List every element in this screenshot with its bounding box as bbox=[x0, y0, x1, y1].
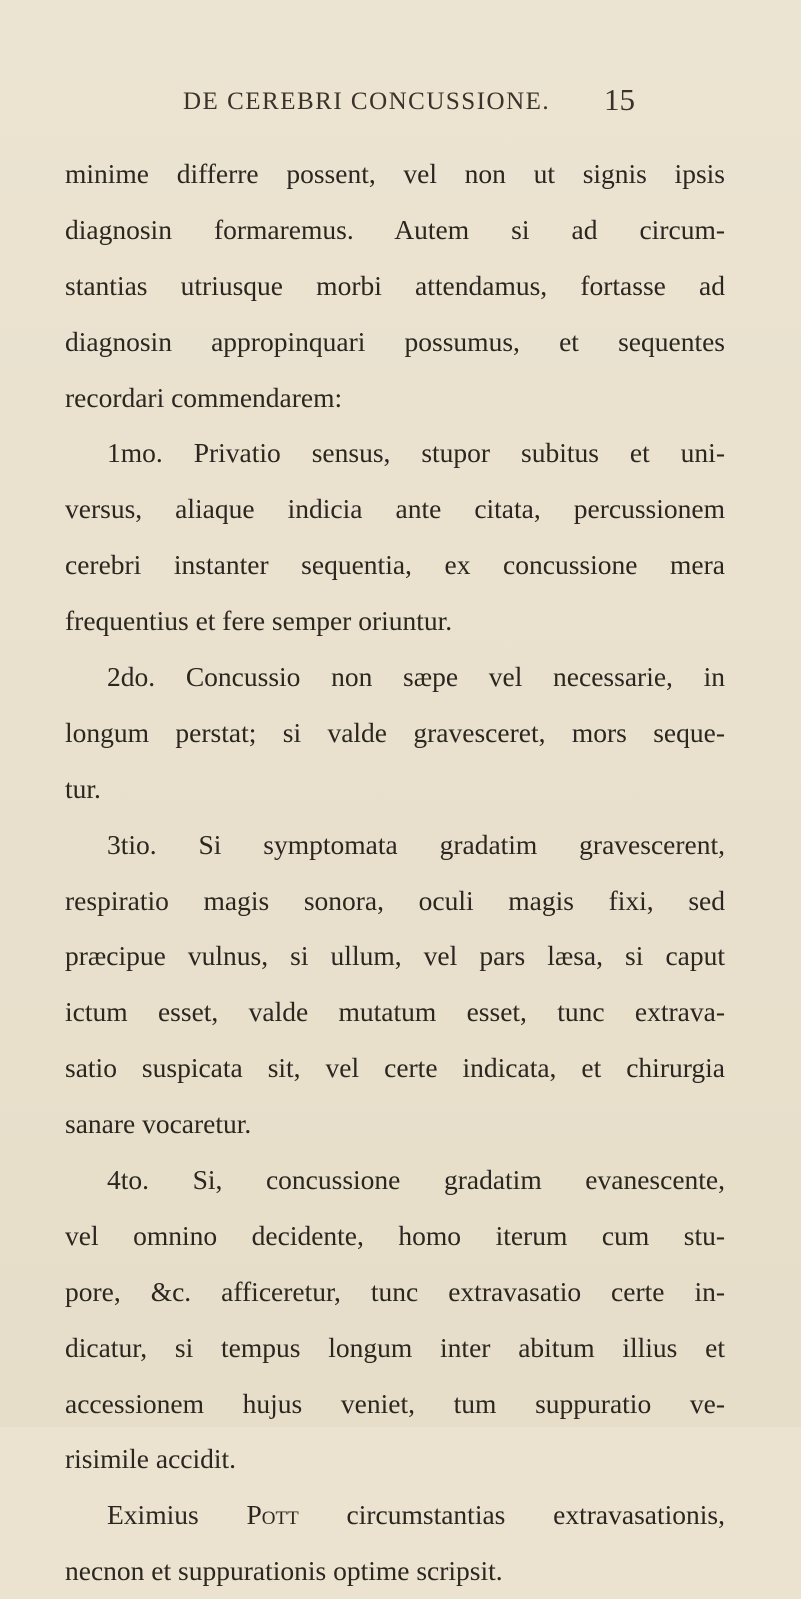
text-line: tur. bbox=[65, 772, 101, 804]
text-line: necnon et suppurationis optime scripsit. bbox=[65, 1555, 503, 1587]
text-line: ictum esset, valde mutatum esset, tunc extrava- bbox=[65, 996, 725, 1028]
text-line: 1mo. Privatio sensus, stupor subitus et uni- bbox=[107, 437, 725, 469]
text-line: diagnosin formaremus. Autem si ad circum- bbox=[65, 213, 725, 245]
text-line: stantias utriusque morbi attendamus, fortasse ad bbox=[65, 269, 725, 301]
text-line: sanare vocaretur. bbox=[65, 1108, 252, 1140]
text-span: circumstantias extravasationis, bbox=[298, 1499, 725, 1531]
text-line: satio suspicata sit, vel certe indicata, et chirurgia bbox=[65, 1052, 725, 1084]
text-line: 4to. Si, concussione gradatim evanescente, bbox=[107, 1164, 725, 1196]
running-head bbox=[0, 82, 801, 128]
text-line: versus, aliaque indicia ante citata, percussionem bbox=[65, 493, 725, 525]
text-line: risimile accidit. bbox=[65, 1443, 237, 1475]
text-line bbox=[65, 1487, 725, 1543]
text-line: recordari commendarem: bbox=[65, 381, 343, 413]
text-line: 3tio. Si symptomata gradatim gravescerent, bbox=[107, 828, 725, 860]
body-text bbox=[65, 146, 725, 1599]
text-line: pore, &c. afficeretur, tunc extravasatio certe in- bbox=[65, 1275, 725, 1307]
running-title: DE CEREBRI CONCUSSIONE. bbox=[183, 88, 551, 115]
text-line: 2do. Concussio non sæpe vel necessarie, in bbox=[107, 661, 725, 693]
text-line: accessionem hujus veniet, tum suppuratio ve- bbox=[65, 1387, 725, 1419]
text-line: vel omnino decidente, homo iterum cum stu- bbox=[65, 1219, 725, 1251]
text-line: longum perstat; si valde gravesceret, mors seque- bbox=[65, 716, 725, 748]
text-line: frequentius et fere semper oriuntur. bbox=[65, 605, 453, 637]
page-number: 15 bbox=[604, 82, 635, 117]
text-line: præcipue vulnus, si ullum, vel pars læsa, si caput bbox=[65, 940, 725, 972]
text-line: minime differre possent, vel non ut signis ipsis bbox=[65, 158, 725, 189]
text-span: Eximius bbox=[107, 1499, 247, 1531]
text-line: diagnosin appropinquari possumus, et sequentes bbox=[65, 325, 725, 357]
author-name: Pott bbox=[246, 1499, 299, 1531]
text-line: respiratio magis sonora, oculi magis fixi, sed bbox=[65, 884, 725, 916]
text-line: dicatur, si tempus longum inter abitum illius et bbox=[65, 1331, 725, 1363]
text-line: cerebri instanter sequentia, ex concussione mera bbox=[65, 549, 725, 581]
